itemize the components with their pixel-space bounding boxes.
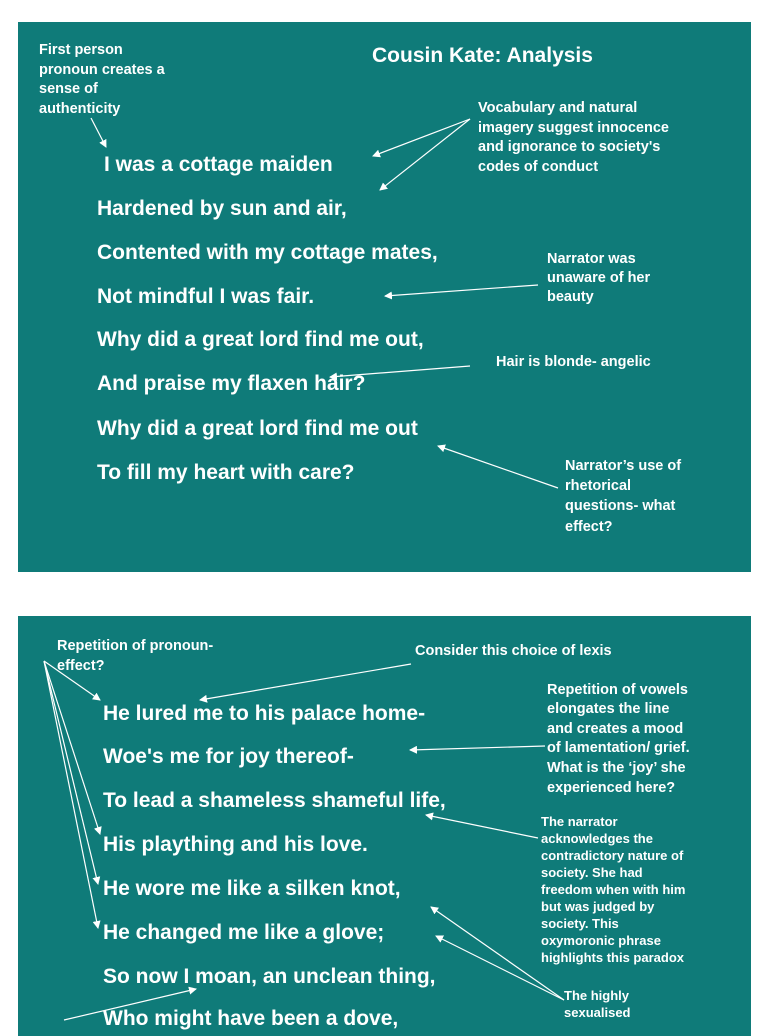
arrow-vocab-maiden [373,119,470,156]
slide-title: Cousin Kate: Analysis [372,44,593,67]
note-line: Narrator was [547,251,636,267]
note-line: acknowledges the [541,831,653,846]
note-line: Repetition of vowels [547,682,688,698]
note-line: What is the ‘joy’ she [547,760,686,776]
arrow-rhetorical [438,446,558,488]
slide-1 [18,22,751,572]
poem-line: And praise my flaxen hair? [97,372,366,395]
note-line: unaware of her [547,270,651,286]
poem-line: Hardened by sun and air, [97,197,347,220]
arrow-first-person [91,118,106,147]
poem-line: He changed me like a glove; [103,921,385,944]
arrow-vowels [410,746,545,750]
poem-line: So now I moan, an unclean thing, [103,965,436,988]
arrow-pronoun-he-changed [44,661,98,928]
note-line: freedom when with him [541,882,686,897]
poem-line: Why did a great lord find me out, [97,328,424,351]
poem-line: I was a cottage maiden [104,153,333,176]
note-line: sense of [39,81,98,97]
poem-line: Not mindful I was fair. [97,285,315,308]
arrow-unaware [385,285,538,296]
note-line: effect? [565,519,613,535]
note-line: rhetorical [565,478,632,494]
arrow-pronoun-his [44,661,100,834]
note-line: questions- what [565,498,676,514]
note-line: beauty [547,289,594,305]
note-line: contradictory nature of [541,848,684,863]
note-line: The narrator [541,814,618,829]
poem-line: He wore me like a silken knot, [103,877,401,900]
poem-line: Woe's me for joy thereof- [103,745,354,768]
note-line: Narrator’s use of [565,458,682,474]
poem-line: Who might have been a dove, [103,1007,399,1030]
note-line: sexualised [564,1005,631,1020]
poem-line: To lead a shameless shameful life, [103,789,446,812]
note-hair: Hair is blonde- angelic [496,354,651,370]
poem-line: To fill my heart with care? [97,461,355,484]
note-line: pronoun creates a [39,62,165,78]
note-line: First person [39,42,123,58]
arrow-narrator [426,815,538,838]
note-lexis: Consider this choice of lexis [415,643,612,659]
slide-2 [18,616,751,1036]
arrow-vocab-sun [380,119,470,190]
note-line: society. She had [541,865,643,880]
poem-line: His plaything and his love. [103,833,368,856]
note-line: authenticity [39,101,121,117]
note-line: oxymoronic phrase [541,933,661,948]
note-line: Repetition of pronoun- [57,638,214,654]
poem-line: Why did a great lord find me out [97,417,418,440]
note-line: experienced here? [547,780,676,796]
note-line: imagery suggest innocence [478,120,669,136]
arrow-lexis [200,664,411,700]
note-line: codes of conduct [478,159,599,175]
poem-line: He lured me to his palace home- [103,702,426,725]
note-line: elongates the line [547,701,670,717]
note-line: highlights this paradox [541,950,685,965]
note-line: and creates a mood [547,721,684,737]
note-line: The highly [564,988,629,1003]
note-line: of lamentation/ grief. [547,740,690,756]
note-line: Vocabulary and natural [478,100,638,116]
note-line: effect? [57,658,105,674]
note-line: society. This [541,916,619,931]
arrow-pronoun-he-wore [44,661,98,884]
note-line: but was judged by [541,899,655,914]
poem-line: Contented with my cottage mates, [97,241,438,264]
note-line: and ignorance to society's [478,139,661,155]
